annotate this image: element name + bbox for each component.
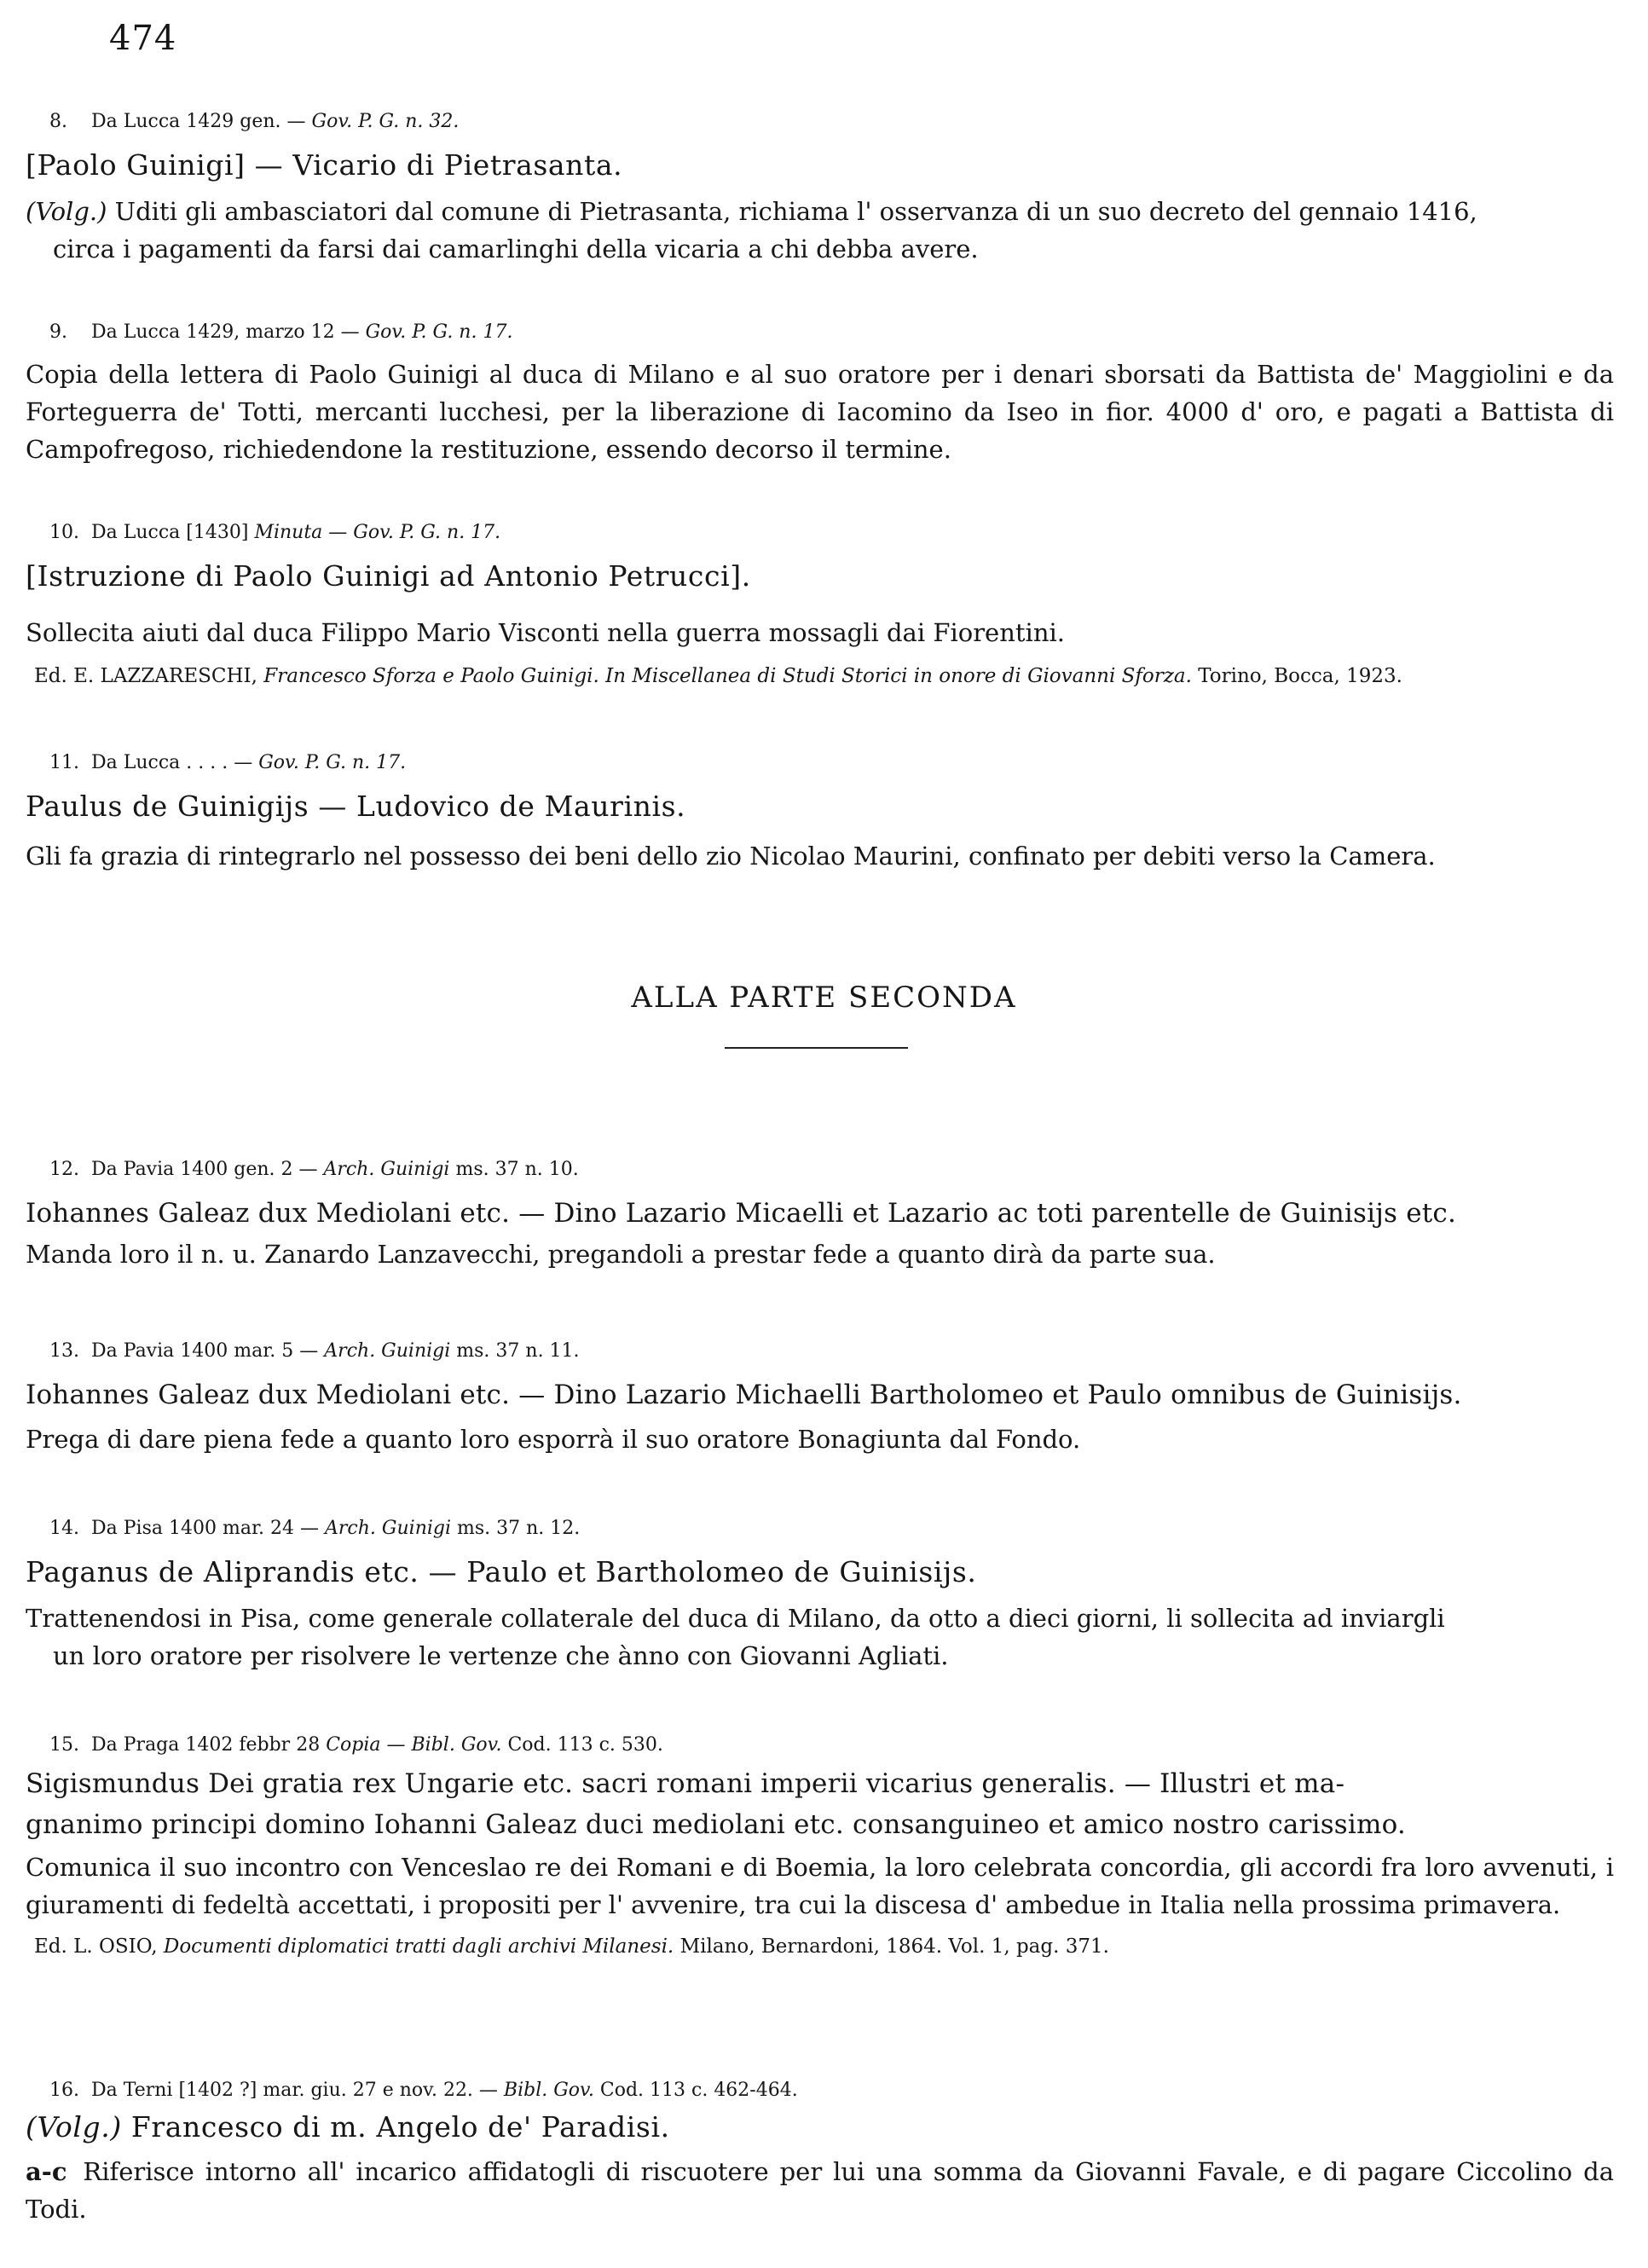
- edition-title: Francesco Sforza e Paolo Guinigi. In Miscellanea di Studi Storici in onore di Giovanni Sforza.: [263, 665, 1192, 687]
- entry-number: 16.: [49, 2080, 79, 2101]
- entry-summary: [26, 193, 1614, 268]
- entry-16: [26, 2078, 1614, 2228]
- entry-shelfmark: ms. 37 n. 12.: [457, 1518, 581, 1539]
- entry-summary: Copia della lettera di Paolo Guinigi al duca di Milano e al suo oratore per i denari sborsati da Battista de' Maggiolini e da Forteguerra de' Totti, mercanti lucchesi, per la liberazione di Iacomino da Iseo in fior. 4000 d' oro, e pagati a Battista di Campofregoso, richiedendone la restituzione, essendo decorso il termine.: [26, 360, 1614, 464]
- entry-summary: [26, 1600, 1614, 1675]
- entry-9: [26, 320, 1614, 468]
- entry-source: Gov. P. G. n. 17.: [365, 321, 513, 343]
- entry-head: [26, 1339, 1614, 1364]
- section-rule: [725, 1047, 908, 1049]
- entry-number: 14.: [49, 1518, 79, 1539]
- entry-summary: Gli fa grazia di rintegrarlo nel possesso dei beni dello zio Nicolao Maurini, confinato per debiti verso la Camera.: [26, 842, 1436, 871]
- entry-origin: Da Pisa 1400 mar. 24 —: [91, 1518, 320, 1539]
- entry-source: Arch. Guinigi: [324, 1340, 451, 1362]
- entry-title: [Paolo Guinigi] — Vicario di Pietrasanta.: [26, 148, 623, 182]
- entry-number: 8.: [49, 111, 67, 132]
- entry-title: Iohannes Galeaz dux Mediolani etc. — Dino Lazario Micaelli et Lazario ac toti parentelle de Guinisijs etc.: [26, 1198, 1457, 1229]
- entry-source: Gov. P. G. n. 32.: [311, 111, 460, 132]
- entry-number: 12.: [49, 1159, 79, 1180]
- entry-14: [26, 1516, 1614, 1675]
- entry-title-text: Francesco di m. Angelo de' Paradisi.: [130, 2110, 670, 2144]
- entry-summary: Manda loro il n. u. Zanardo Lanzavecchi, pregandoli a prestar fede a quanto dirà da parte sua.: [26, 1240, 1216, 1269]
- entry-origin: Da Pavia 1400 mar. 5 —: [91, 1340, 319, 1362]
- section-title: ALLA PARTE SECONDA: [631, 981, 1017, 1015]
- entry-source: Arch. Guinigi: [323, 1159, 450, 1180]
- entry-number: 9.: [49, 321, 67, 343]
- entry-head: [26, 1733, 1614, 1758]
- entry-source: Arch. Guinigi: [325, 1518, 452, 1539]
- entry-head: [26, 1157, 1614, 1183]
- entry-title-line-1: Sigismundus Dei gratia rex Ungarie etc. sacri romani imperii vicarius generalis. — Illustri et ma-: [26, 1768, 1345, 1799]
- entry-number: 13.: [49, 1340, 79, 1362]
- entry-origin: Da Lucca . . . . —: [91, 752, 253, 773]
- page-number: 474: [109, 19, 177, 58]
- edition-imprint: Milano, Bernardoni, 1864. Vol. 1, pag. 371.: [679, 1935, 1109, 1958]
- side-label: a-c: [26, 2157, 67, 2186]
- entry-head: [26, 109, 1614, 135]
- entry-origin: Da Terni [1402 ?] mar. giu. 27 e nov. 22. —: [91, 2080, 498, 2101]
- entry-head: [26, 520, 1614, 546]
- entry-number: 10.: [49, 522, 79, 543]
- entry-12: [26, 1157, 1614, 1273]
- entry-origin: Da Praga 1402 febbr 28: [91, 1734, 321, 1756]
- entry-source: Gov. P. G. n. 17.: [258, 752, 407, 773]
- entry-shelfmark: ms. 37 n. 10.: [455, 1159, 579, 1180]
- entry-copia: Copia —: [326, 1734, 406, 1756]
- entry-title: [26, 2109, 1614, 2146]
- entry-11: [26, 750, 1614, 875]
- entry-minuta: Minuta —: [254, 522, 348, 543]
- entry-head: [26, 1516, 1614, 1542]
- entry-summary: Sollecita aiuti dal duca Filippo Mario Visconti nella guerra mossagli dai Fiorentini.: [26, 618, 1065, 647]
- entry-title: Paganus de Aliprandis etc. — Paulo et Bartholomeo de Guinisijs.: [26, 1555, 977, 1588]
- volg-label: (Volg.): [26, 197, 107, 226]
- entry-title-line-2: gnanimo principi domino Iohanni Galeaz duci mediolani etc. consanguineo et amico nostro carissimo.: [26, 1809, 1406, 1840]
- entry-origin: Da Pavia 1400 gen. 2 —: [91, 1159, 318, 1180]
- entry-13: [26, 1339, 1614, 1458]
- entry-summary-text: Riferisce intorno all' incarico affidatogli di riscuotere per lui una somma da Giovanni Favale, e di pagare Ciccolino da Todi.: [26, 2157, 1615, 2224]
- entry-summary: Prega di dare piena fede a quanto loro esporrà il suo oratore Bonagiunta dal Fondo.: [26, 1425, 1081, 1454]
- entry-shelfmark: Cod. 113 c. 462-464.: [599, 2080, 798, 2101]
- entry-title: [Istruzione di Paolo Guinigi ad Antonio Petrucci].: [26, 559, 751, 593]
- entry-source: Gov. P. G. n. 17.: [353, 522, 501, 543]
- entry-origin: Da Lucca 1429 gen. —: [91, 111, 306, 132]
- entry-title: Iohannes Galeaz dux Mediolani etc. — Dino Lazario Michaelli Bartholomeo et Paulo omnibus de Guinisijs.: [26, 1380, 1462, 1410]
- entry-15: [26, 1733, 1614, 1961]
- entry-summary-first: Trattenendosi in Pisa, come generale collaterale del duca di Milano, da otto a dieci giorni, li sollecita ad inviargli: [26, 1604, 1445, 1633]
- entry-8: [26, 109, 1614, 268]
- entry-summary-rest: circa i pagamenti da farsi dai camarlinghi della vicaria a chi debba avere.: [53, 234, 979, 263]
- edition-imprint: Torino, Bocca, 1923.: [1198, 665, 1402, 687]
- entry-head: [26, 750, 1614, 776]
- edition-note: [26, 1932, 1614, 1961]
- entry-summary: [26, 2153, 1614, 2228]
- entry-head: [26, 2078, 1614, 2103]
- edition-note: [26, 662, 1614, 691]
- entry-number: 11.: [49, 752, 79, 773]
- entry-source: Bibl. Gov.: [503, 2080, 594, 2101]
- edition-prefix: Ed. E. LAZZARESCHI,: [34, 665, 257, 687]
- entry-title: Paulus de Guinigijs — Ludovico de Maurinis.: [26, 790, 686, 823]
- edition-prefix: Ed. L. OSIO,: [34, 1935, 158, 1958]
- entry-origin: Da Lucca 1429, marzo 12 —: [91, 321, 360, 343]
- entry-shelfmark: ms. 37 n. 11.: [456, 1340, 580, 1362]
- volg-label: (Volg.): [26, 2110, 122, 2144]
- entry-summary-rest: un loro oratore per risolvere le vertenze che ànno con Giovanni Agliati.: [53, 1641, 949, 1670]
- entry-number: 15.: [49, 1734, 79, 1756]
- entry-source: Bibl. Gov.: [411, 1734, 502, 1756]
- entry-10: [26, 520, 1614, 691]
- entry-origin: Da Lucca [1430]: [91, 522, 249, 543]
- edition-title: Documenti diplomatici tratti dagli archivi Milanesi.: [163, 1935, 674, 1958]
- entry-summary-first: Uditi gli ambasciatori dal comune di Pietrasanta, richiama l' osservanza di un suo decreto del gennaio 1416,: [114, 197, 1477, 226]
- entry-head: [26, 320, 1614, 345]
- entry-summary: Comunica il suo incontro con Venceslao re dei Romani e di Boemia, la loro celebrata concordia, gli accordi fra loro avvenuti, i giuramenti di fedeltà accettati, i propositi per l' avvenire, tra cui la discesa d' ambedue in Italia nella prossima primavera.: [26, 1853, 1614, 1919]
- entry-shelfmark: Cod. 113 c. 530.: [507, 1734, 663, 1756]
